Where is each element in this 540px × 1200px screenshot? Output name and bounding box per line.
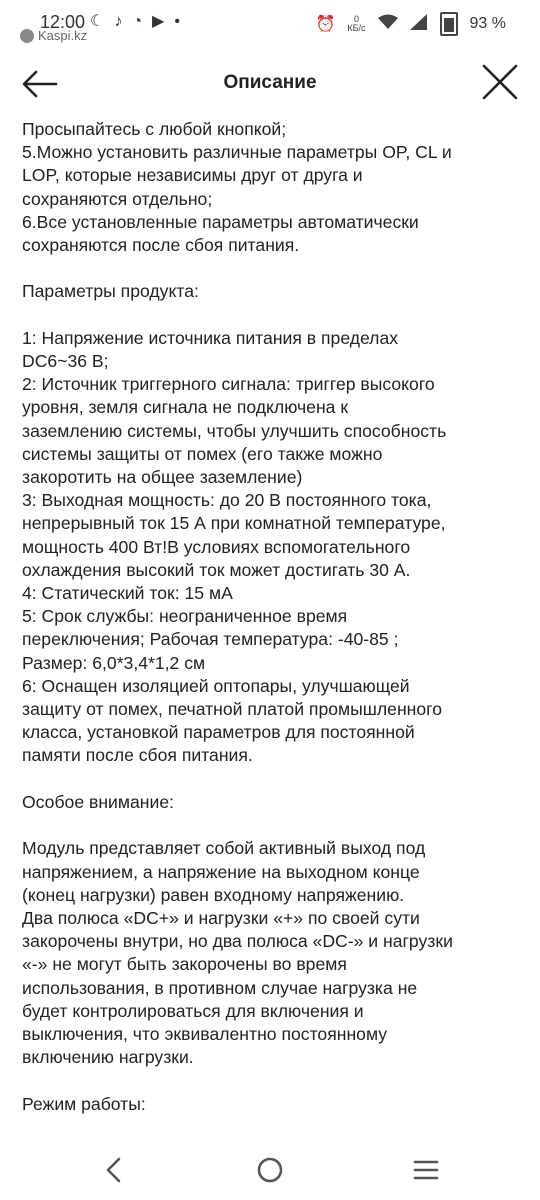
text-line: 4: Статический ток: 15 мА bbox=[22, 583, 233, 604]
text-line: использования, в противном случае нагрузка не bbox=[22, 977, 418, 998]
chat-icon: ◔ bbox=[132, 13, 143, 30]
text-line: 3: Выходная мощность: до 20 В постоянного тока, bbox=[22, 490, 432, 511]
text-line: мощность 400 Вт!В условиях вспомогательного bbox=[22, 536, 411, 557]
text-line: сохраняются после сбоя питания. bbox=[22, 235, 300, 256]
description-text bbox=[22, 118, 522, 1138]
net-speed-value: 0 bbox=[353, 14, 359, 24]
text-line: «-» не могут быть закорочены во время bbox=[22, 954, 347, 975]
text-line: Режим работы: bbox=[22, 1093, 146, 1114]
blank-line bbox=[22, 304, 522, 327]
status-notification-icons bbox=[90, 12, 180, 32]
nav-recent-button[interactable] bbox=[406, 1150, 446, 1190]
text-line: непрерывный ток 15 А при комнатной температуре, bbox=[22, 513, 446, 534]
status-brand bbox=[20, 28, 87, 43]
text-line: включению нагрузки. bbox=[22, 1047, 194, 1068]
battery-icon bbox=[440, 12, 458, 36]
text-line: Два полюса «DC+» и нагрузки «+» по своей сути bbox=[22, 907, 420, 928]
wifi-icon bbox=[378, 14, 398, 35]
text-line: LOP, которые независимы друг от друга и bbox=[22, 165, 363, 186]
tiktok-icon: ♪ bbox=[114, 13, 123, 30]
close-icon bbox=[482, 64, 518, 100]
text-line: Размер: 6,0*3,4*1,2 см bbox=[22, 652, 206, 673]
text-line: 1: Напряжение источника питания в пределах bbox=[22, 327, 399, 348]
text-line: напряжением, а напряжение на выходном конце bbox=[22, 861, 420, 882]
text-line: сохраняются отдельно; bbox=[22, 188, 213, 209]
youtube-icon: ▶ bbox=[152, 13, 165, 30]
net-speed-unit: КБ/с bbox=[347, 23, 366, 33]
blank-line bbox=[22, 814, 522, 837]
text-line: Просыпайтесь с любой кнопкой; bbox=[22, 119, 287, 139]
blank-line bbox=[22, 257, 522, 280]
text-line: Особое внимание: bbox=[22, 791, 174, 812]
page-title: Описание bbox=[223, 72, 317, 93]
net-speed bbox=[347, 15, 365, 33]
brand-label: Kaspi.kz bbox=[38, 28, 88, 43]
home-circle-icon bbox=[256, 1156, 284, 1184]
text-line: Параметры продукта: bbox=[22, 281, 199, 302]
moon-icon: ☾ bbox=[90, 13, 105, 30]
signal-icon bbox=[410, 14, 428, 35]
text-line: 5: Срок службы: неограниченное время bbox=[22, 606, 348, 627]
text-line: (конец нагрузки) равен входному напряжению. bbox=[22, 884, 405, 905]
status-time: 12:00 bbox=[40, 12, 86, 32]
text-line: закорочены внутри, но два полюса «DC-» и нагрузки bbox=[22, 931, 453, 952]
alarm-icon: ⏰ bbox=[315, 16, 336, 33]
close-button[interactable] bbox=[482, 64, 518, 100]
text-line: переключения; Рабочая температура: -40-85 ; bbox=[22, 629, 399, 650]
text-line: уровня, земля сигнала не подключена к bbox=[22, 397, 349, 418]
menu-lines-icon bbox=[413, 1159, 439, 1181]
text-line: памяти после сбоя питания. bbox=[22, 745, 253, 766]
text-line: выключения, что эквивалентно постоянному bbox=[22, 1023, 388, 1044]
header bbox=[0, 56, 540, 112]
blank-line bbox=[22, 1069, 522, 1092]
status-system-icons bbox=[315, 12, 506, 36]
text-line: системы защиты от помех (его также можно bbox=[22, 443, 383, 464]
text-line: закоротить на общее заземление) bbox=[22, 467, 303, 488]
nav-back-button[interactable] bbox=[94, 1150, 134, 1190]
text-line: заземлению системы, чтобы улучшить способность bbox=[22, 420, 447, 441]
dot-icon: • bbox=[174, 13, 180, 30]
text-line: Модуль представляет собой активный выход под bbox=[22, 838, 426, 859]
text-line: 5.Можно установить различные параметры OP, CL и bbox=[22, 142, 452, 163]
text-line: защиту от помех, печатной платой промышленного bbox=[22, 699, 442, 720]
status-bar bbox=[0, 0, 540, 48]
text-line: охлаждения высокий ток может достигать 30 А. bbox=[22, 559, 411, 580]
text-line: 6.Все установленные параметры автоматически bbox=[22, 211, 419, 232]
text-line: класса, установкой параметров для постоянной bbox=[22, 722, 415, 743]
text-line: 6: Оснащен изоляцией оптопары, улучшающей bbox=[22, 675, 410, 696]
text-line: DC6~36 В; bbox=[22, 351, 109, 372]
nav-home-button[interactable] bbox=[250, 1150, 290, 1190]
chevron-left-icon bbox=[104, 1157, 124, 1183]
text-line: будет контролироваться для включения и bbox=[22, 1000, 364, 1021]
text-line: 2: Источник триггерного сигнала: триггер высокого bbox=[22, 374, 435, 395]
kaspi-logo-icon bbox=[20, 29, 34, 43]
system-nav-bar bbox=[0, 1140, 540, 1200]
battery-level: 93 % bbox=[469, 15, 506, 32]
blank-line bbox=[22, 768, 522, 791]
